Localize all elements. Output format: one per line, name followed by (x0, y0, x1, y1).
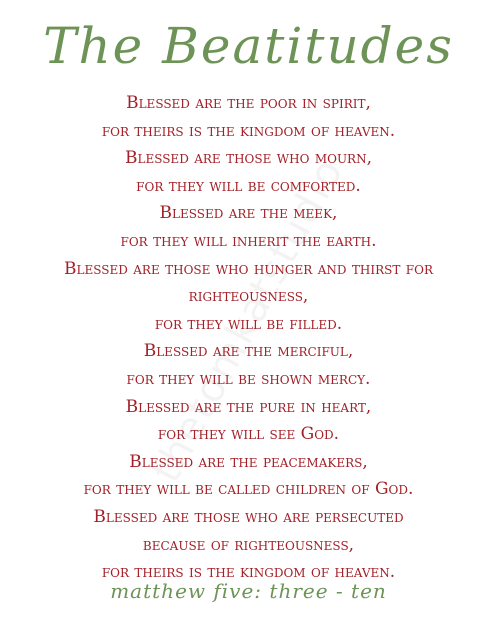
verse-line: for they will be shown mercy. (126, 368, 371, 389)
verse-line: Blessed are those who mourn, (124, 148, 372, 169)
verse-line: for they will inherit the earth. (120, 230, 377, 251)
verse-line: for theirs is the kingdom of heaven. (101, 120, 396, 141)
verse-line: for they will be called children of God. (83, 479, 414, 500)
verse-line: for theirs is the kingdom of heaven. (101, 562, 396, 583)
page-title: The Beatitudes (43, 17, 454, 75)
verse-line: Blessed are the pure in heart, (125, 396, 372, 417)
verse-line: Blessed are the peacemakers, (129, 451, 368, 472)
verse-line: because of righteousness, (142, 534, 355, 555)
verse-line: for they will be comforted. (136, 175, 361, 196)
verse-line: for they will be filled. (154, 313, 343, 334)
scripture-reference: matthew five: three - ten (110, 579, 387, 603)
verse-line: righteousness, (188, 286, 309, 307)
verse-line: Blessed are the meek, (159, 203, 338, 224)
verse-line: Blessed are the poor in spirit, (126, 93, 371, 113)
verse-line: for they will see God. (157, 424, 340, 445)
verse-list (0, 90, 497, 587)
verse-line: Blessed are those who are persecuted (93, 506, 404, 527)
verse-line: Blessed are those who hunger and thirst for (64, 258, 433, 279)
verse-line: Blessed are the merciful, (143, 341, 354, 362)
